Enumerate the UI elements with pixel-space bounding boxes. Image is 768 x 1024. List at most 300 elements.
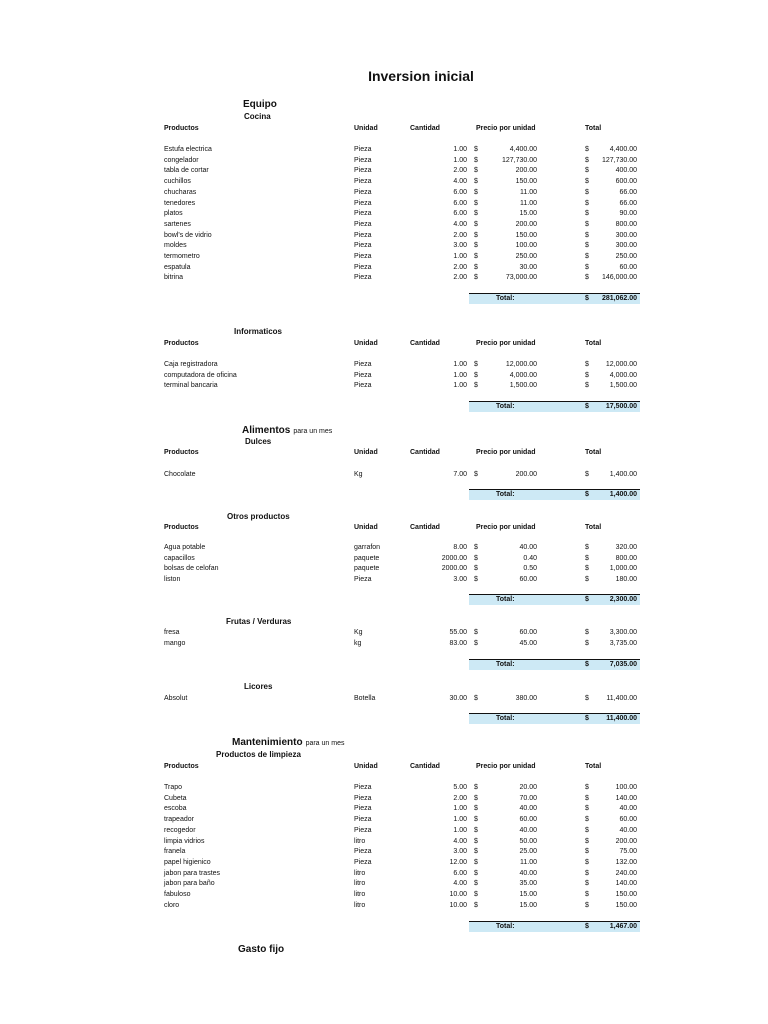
cell-product: jabon para trastes bbox=[164, 869, 221, 877]
column-header-precio: Precio por unidad bbox=[476, 763, 536, 770]
cell-product: Trapo bbox=[164, 784, 183, 791]
section-heading-text: Mantenimiento bbox=[232, 737, 303, 748]
cell-quantity: 1.00 bbox=[453, 371, 467, 379]
cell-quantity: 7.00 bbox=[453, 471, 467, 478]
total-currency: $ bbox=[585, 923, 589, 930]
cell-currency: $ bbox=[474, 639, 478, 647]
cell-currency: $ bbox=[474, 848, 478, 856]
cell-unit-price: 0.40 bbox=[523, 554, 537, 562]
cell-currency: $ bbox=[474, 371, 478, 379]
cell-total: 140.00 bbox=[615, 880, 637, 888]
cell-currency: $ bbox=[585, 199, 589, 207]
cell-currency: $ bbox=[474, 220, 478, 228]
cell-unit-price: 40.00 bbox=[519, 544, 537, 551]
cell-total: 66.00 bbox=[619, 188, 637, 196]
column-header-producto: Productos bbox=[164, 125, 199, 132]
cell-currency: $ bbox=[585, 188, 589, 196]
cell-unit-price: 20.00 bbox=[519, 784, 537, 791]
cell-quantity: 3.00 bbox=[453, 848, 467, 856]
cell-unit: Pieza bbox=[354, 231, 372, 239]
column-header-cantidad: Cantidad bbox=[410, 763, 440, 770]
cell-unit: litro bbox=[354, 901, 366, 909]
total-value: 17,500.00 bbox=[605, 403, 637, 410]
cell-unit-price: 35.00 bbox=[519, 880, 537, 888]
cell-currency: $ bbox=[474, 156, 478, 164]
total-bar bbox=[469, 401, 640, 412]
cell-currency: $ bbox=[474, 695, 478, 702]
cell-total: 60.00 bbox=[619, 263, 637, 271]
cell-product: terminal bancaria bbox=[164, 382, 218, 390]
cell-currency: $ bbox=[585, 837, 589, 845]
total-bar bbox=[469, 489, 640, 500]
cell-currency: $ bbox=[585, 848, 589, 856]
cell-product: escoba bbox=[164, 805, 187, 813]
cell-total: 11,400.00 bbox=[606, 695, 637, 702]
cell-unit-price: 11.00 bbox=[520, 188, 537, 196]
cell-quantity: 83.00 bbox=[449, 639, 467, 647]
cell-currency: $ bbox=[585, 178, 589, 186]
section-heading bbox=[232, 737, 344, 748]
cell-quantity: 10.00 bbox=[449, 891, 467, 898]
cell-unit: Pieza bbox=[354, 167, 372, 175]
cell-unit-price: 127,730.00 bbox=[501, 156, 537, 164]
cell-currency: $ bbox=[474, 880, 478, 888]
total-bar bbox=[469, 921, 640, 932]
cell-unit: paquete bbox=[354, 554, 380, 562]
cell-quantity: 55.00 bbox=[449, 629, 467, 636]
column-header-precio: Precio por unidad bbox=[476, 449, 536, 456]
cell-total: 12,000.00 bbox=[605, 361, 637, 368]
cell-quantity: 2.00 bbox=[453, 794, 467, 802]
table-row bbox=[0, 240, 768, 251]
cell-unit-price: 40.00 bbox=[519, 805, 537, 813]
table-header-row bbox=[0, 338, 768, 349]
cell-quantity: 3.00 bbox=[453, 576, 467, 584]
cell-unit-price: 11.00 bbox=[520, 858, 537, 866]
table-row bbox=[0, 563, 768, 574]
cell-total: 200.00 bbox=[615, 837, 637, 845]
cell-product: capacillos bbox=[164, 554, 195, 562]
cell-currency: $ bbox=[474, 816, 478, 824]
cell-unit-price: 73,000.00 bbox=[505, 274, 537, 282]
section-heading-text: Alimentos bbox=[242, 425, 291, 436]
cell-product: recogedor bbox=[164, 826, 196, 834]
cell-total: 132.00 bbox=[615, 858, 637, 866]
cell-currency: $ bbox=[474, 794, 478, 802]
cell-unit: Pieza bbox=[354, 794, 372, 802]
cell-currency: $ bbox=[474, 826, 478, 834]
cell-currency: $ bbox=[585, 858, 589, 866]
cell-currency: $ bbox=[585, 231, 589, 239]
column-header-cantidad: Cantidad bbox=[410, 125, 440, 132]
column-header-unidad: Unidad bbox=[354, 340, 378, 347]
table-row bbox=[0, 208, 768, 219]
cell-quantity: 1.00 bbox=[453, 361, 467, 368]
cell-currency: $ bbox=[585, 891, 589, 898]
cell-unit: Pieza bbox=[354, 848, 372, 856]
cell-total: 4,000.00 bbox=[609, 371, 637, 379]
cell-quantity: 30.00 bbox=[449, 695, 467, 702]
table-header-row bbox=[0, 447, 768, 458]
cell-unit-price: 40.00 bbox=[519, 826, 537, 834]
section-heading-sub: para un mes bbox=[293, 428, 333, 435]
cell-currency: $ bbox=[474, 253, 478, 260]
cell-product: espatula bbox=[164, 263, 191, 271]
cell-unit: Pieza bbox=[354, 178, 372, 186]
cell-currency: $ bbox=[474, 858, 478, 866]
table-title: Cocina bbox=[244, 112, 271, 121]
cell-total: 1,000.00 bbox=[609, 565, 637, 573]
cell-quantity: 4.00 bbox=[453, 178, 467, 186]
cell-currency: $ bbox=[585, 901, 589, 909]
table-row bbox=[0, 155, 768, 166]
cell-unit-price: 50.00 bbox=[519, 837, 537, 845]
cell-product: franela bbox=[164, 848, 186, 856]
cell-total: 150.00 bbox=[615, 891, 637, 898]
cell-quantity: 2.00 bbox=[453, 167, 467, 175]
cell-product: fresa bbox=[164, 629, 180, 636]
cell-currency: $ bbox=[474, 210, 478, 218]
cell-unit: Pieza bbox=[354, 156, 372, 164]
cell-unit: Pieza bbox=[354, 146, 372, 153]
page-title: Inversion inicial bbox=[368, 68, 474, 84]
table-row bbox=[0, 553, 768, 564]
column-header-precio: Precio por unidad bbox=[476, 125, 536, 132]
cell-currency: $ bbox=[474, 382, 478, 390]
total-value: 11,400.00 bbox=[606, 715, 637, 722]
table-row bbox=[0, 165, 768, 176]
cell-total: 800.00 bbox=[615, 554, 637, 562]
total-bar bbox=[469, 659, 640, 670]
table-row bbox=[0, 693, 768, 704]
cell-product: Cubeta bbox=[164, 794, 187, 802]
cell-unit-price: 1,500.00 bbox=[509, 382, 537, 390]
cell-currency: $ bbox=[474, 188, 478, 196]
cell-product: cuchillos bbox=[164, 178, 191, 186]
cell-unit: Kg bbox=[354, 471, 363, 478]
cell-unit: Pieza bbox=[354, 199, 372, 207]
cell-unit-price: 4,400.00 bbox=[509, 146, 537, 153]
total-bar bbox=[469, 713, 640, 724]
total-label: Total: bbox=[496, 491, 515, 498]
cell-unit-price: 45.00 bbox=[519, 639, 537, 647]
column-header-cantidad: Cantidad bbox=[410, 340, 440, 347]
total-bar bbox=[469, 293, 640, 304]
cell-unit: Pieza bbox=[354, 242, 372, 250]
cell-product: chucharas bbox=[164, 188, 197, 196]
column-header-precio: Precio por unidad bbox=[476, 340, 536, 347]
table-row bbox=[0, 370, 768, 381]
cell-currency: $ bbox=[585, 544, 589, 551]
column-header-producto: Productos bbox=[164, 524, 199, 531]
cell-quantity: 1.00 bbox=[453, 146, 467, 153]
cell-currency: $ bbox=[585, 565, 589, 573]
cell-unit: Pieza bbox=[354, 858, 372, 866]
cell-unit: kg bbox=[354, 639, 362, 647]
cell-unit: Pieza bbox=[354, 382, 372, 390]
cell-total: 1,500.00 bbox=[609, 382, 637, 390]
cell-currency: $ bbox=[585, 576, 589, 584]
cell-quantity: 5.00 bbox=[453, 784, 467, 791]
cell-quantity: 2.00 bbox=[453, 274, 467, 282]
cell-total: 300.00 bbox=[615, 242, 637, 250]
cell-unit-price: 4,000.00 bbox=[509, 371, 537, 379]
cell-unit-price: 25.00 bbox=[519, 848, 537, 856]
table-row bbox=[0, 144, 768, 155]
cell-product: moldes bbox=[164, 242, 187, 250]
table-row bbox=[0, 262, 768, 273]
cell-quantity: 3.00 bbox=[453, 242, 467, 250]
table-title: Otros productos bbox=[227, 512, 290, 521]
cell-unit-price: 11.00 bbox=[520, 199, 537, 207]
cell-unit-price: 150.00 bbox=[515, 231, 537, 239]
total-bar bbox=[469, 594, 640, 605]
table-row bbox=[0, 627, 768, 638]
cell-product: computadora de oficina bbox=[164, 371, 237, 379]
cell-unit-price: 40.00 bbox=[519, 869, 537, 877]
table-header-row bbox=[0, 123, 768, 134]
cell-currency: $ bbox=[474, 805, 478, 813]
column-header-total: Total bbox=[585, 524, 602, 531]
cell-currency: $ bbox=[474, 178, 478, 186]
table-row bbox=[0, 836, 768, 847]
cell-currency: $ bbox=[474, 146, 478, 153]
table-row bbox=[0, 230, 768, 241]
cell-total: 40.00 bbox=[619, 805, 637, 813]
cell-total: 180.00 bbox=[615, 576, 637, 584]
cell-total: 66.00 bbox=[619, 199, 637, 207]
cell-currency: $ bbox=[585, 382, 589, 390]
table-row bbox=[0, 542, 768, 553]
column-header-unidad: Unidad bbox=[354, 125, 378, 132]
cell-unit: Botella bbox=[354, 695, 376, 702]
cell-currency: $ bbox=[474, 891, 478, 898]
table-row bbox=[0, 825, 768, 836]
cell-total: 400.00 bbox=[615, 167, 637, 175]
cell-currency: $ bbox=[585, 361, 589, 368]
cell-quantity: 1.00 bbox=[453, 382, 467, 390]
cell-currency: $ bbox=[585, 880, 589, 888]
cell-unit-price: 200.00 bbox=[515, 167, 537, 175]
total-value: 1,467.00 bbox=[609, 923, 637, 930]
cell-unit-price: 60.00 bbox=[519, 816, 537, 824]
cell-total: 320.00 bbox=[615, 544, 637, 551]
cell-currency: $ bbox=[474, 231, 478, 239]
column-header-total: Total bbox=[585, 125, 602, 132]
table-row bbox=[0, 380, 768, 391]
cell-unit-price: 380.00 bbox=[515, 695, 537, 702]
cell-currency: $ bbox=[474, 869, 478, 877]
cell-currency: $ bbox=[585, 253, 589, 260]
total-currency: $ bbox=[585, 661, 589, 668]
column-header-cantidad: Cantidad bbox=[410, 449, 440, 456]
table-row bbox=[0, 638, 768, 649]
cell-quantity: 1.00 bbox=[453, 156, 467, 164]
cell-total: 150.00 bbox=[615, 901, 637, 909]
cell-product: termometro bbox=[164, 253, 200, 260]
cell-unit: Pieza bbox=[354, 274, 372, 282]
total-value: 2,300.00 bbox=[609, 596, 637, 603]
table-row bbox=[0, 198, 768, 209]
cell-total: 127,730.00 bbox=[601, 156, 637, 164]
cell-unit: Pieza bbox=[354, 826, 372, 834]
cell-total: 800.00 bbox=[615, 220, 637, 228]
total-value: 1,400.00 bbox=[609, 491, 637, 498]
cell-product: Agua potable bbox=[164, 544, 206, 551]
cell-total: 40.00 bbox=[619, 826, 637, 834]
cell-currency: $ bbox=[585, 805, 589, 813]
total-value: 7,035.00 bbox=[609, 661, 637, 668]
table-title: Informaticos bbox=[234, 327, 283, 336]
cell-total: 240.00 bbox=[615, 869, 637, 877]
cell-unit: Pieza bbox=[354, 253, 372, 260]
cell-unit: Pieza bbox=[354, 220, 372, 228]
cell-quantity: 6.00 bbox=[453, 199, 467, 207]
section-heading bbox=[238, 944, 284, 955]
cell-currency: $ bbox=[585, 242, 589, 250]
cell-unit-price: 60.00 bbox=[519, 576, 537, 584]
cell-unit: garrafon bbox=[354, 544, 381, 551]
cell-product: platos bbox=[164, 210, 183, 218]
table-row bbox=[0, 900, 768, 911]
cell-product: sartenes bbox=[164, 220, 191, 228]
cell-unit-price: 60.00 bbox=[519, 629, 537, 636]
cell-currency: $ bbox=[585, 220, 589, 228]
column-header-producto: Productos bbox=[164, 449, 199, 456]
table-header-row bbox=[0, 761, 768, 772]
cell-unit-price: 250.00 bbox=[515, 253, 537, 260]
cell-unit: litro bbox=[354, 869, 366, 877]
cell-total: 90.00 bbox=[619, 210, 637, 218]
cell-quantity: 12.00 bbox=[449, 858, 467, 866]
cell-unit: Pieza bbox=[354, 188, 372, 196]
cell-unit-price: 15.00 bbox=[519, 891, 537, 898]
section-heading-text: Gasto fijo bbox=[238, 944, 285, 955]
column-header-producto: Productos bbox=[164, 340, 199, 347]
cell-product: tenedores bbox=[164, 199, 196, 207]
cell-unit-price: 100.00 bbox=[515, 242, 537, 250]
table-title: Productos de limpieza bbox=[216, 750, 301, 759]
cell-total: 3,300.00 bbox=[609, 629, 637, 636]
cell-product: Caja registradora bbox=[164, 361, 218, 368]
cell-quantity: 1.00 bbox=[453, 826, 467, 834]
cell-currency: $ bbox=[585, 816, 589, 824]
cell-total: 300.00 bbox=[615, 231, 637, 239]
cell-unit: litro bbox=[354, 891, 366, 898]
cell-product: Chocolate bbox=[164, 471, 196, 478]
total-currency: $ bbox=[585, 491, 589, 498]
table-header-row bbox=[0, 522, 768, 533]
cell-unit: Pieza bbox=[354, 784, 372, 791]
cell-quantity: 10.00 bbox=[449, 901, 467, 909]
cell-unit: Pieza bbox=[354, 263, 372, 271]
cell-currency: $ bbox=[474, 576, 478, 584]
cell-currency: $ bbox=[474, 199, 478, 207]
total-currency: $ bbox=[585, 715, 589, 722]
cell-product: cloro bbox=[164, 901, 180, 909]
column-header-total: Total bbox=[585, 340, 602, 347]
cell-quantity: 2.00 bbox=[453, 263, 467, 271]
total-currency: $ bbox=[585, 596, 589, 603]
section-heading-text: Equipo bbox=[243, 99, 277, 110]
cell-quantity: 2000.00 bbox=[441, 554, 467, 562]
cell-total: 1,400.00 bbox=[609, 471, 637, 478]
cell-currency: $ bbox=[585, 371, 589, 379]
section-heading bbox=[242, 425, 332, 436]
total-label: Total: bbox=[496, 596, 515, 603]
table-row bbox=[0, 176, 768, 187]
table-title: Licores bbox=[244, 682, 273, 691]
cell-unit-price: 70.00 bbox=[519, 794, 537, 802]
table-row bbox=[0, 574, 768, 585]
cell-product: Absolut bbox=[164, 695, 188, 702]
cell-product: trapeador bbox=[164, 816, 194, 824]
table-title: Frutas / Verduras bbox=[226, 617, 292, 626]
table-row bbox=[0, 251, 768, 262]
cell-currency: $ bbox=[585, 274, 589, 282]
cell-product: tabla de cortar bbox=[164, 167, 209, 175]
section-heading-sub: para un mes bbox=[305, 740, 345, 747]
cell-product: bowl's de vidrio bbox=[164, 231, 212, 239]
total-label: Total: bbox=[496, 661, 515, 668]
cell-currency: $ bbox=[585, 167, 589, 175]
cell-quantity: 6.00 bbox=[453, 869, 467, 877]
cell-product: papel higienico bbox=[164, 858, 211, 866]
cell-quantity: 4.00 bbox=[453, 880, 467, 888]
cell-unit-price: 15.00 bbox=[519, 901, 537, 909]
cell-quantity: 8.00 bbox=[453, 544, 467, 551]
total-label: Total: bbox=[496, 295, 515, 302]
cell-unit: Pieza bbox=[354, 576, 372, 584]
cell-currency: $ bbox=[585, 826, 589, 834]
table-row bbox=[0, 878, 768, 889]
cell-total: 146,000.00 bbox=[601, 274, 637, 282]
cell-unit-price: 200.00 bbox=[515, 471, 537, 478]
cell-currency: $ bbox=[585, 629, 589, 636]
cell-currency: $ bbox=[474, 167, 478, 175]
table-row bbox=[0, 814, 768, 825]
cell-product: congelador bbox=[164, 156, 199, 164]
cell-currency: $ bbox=[474, 263, 478, 271]
cell-quantity: 4.00 bbox=[453, 837, 467, 845]
cell-unit-price: 30.00 bbox=[519, 263, 537, 271]
cell-currency: $ bbox=[474, 242, 478, 250]
cell-currency: $ bbox=[474, 554, 478, 562]
table-row bbox=[0, 803, 768, 814]
table-row bbox=[0, 187, 768, 198]
cell-currency: $ bbox=[585, 869, 589, 877]
cell-currency: $ bbox=[585, 639, 589, 647]
cell-total: 600.00 bbox=[615, 178, 637, 186]
cell-total: 60.00 bbox=[619, 816, 637, 824]
table-row bbox=[0, 469, 768, 480]
cell-currency: $ bbox=[474, 901, 478, 909]
cell-unit: litro bbox=[354, 880, 366, 888]
column-header-unidad: Unidad bbox=[354, 763, 378, 770]
cell-product: liston bbox=[164, 576, 181, 584]
table-row bbox=[0, 272, 768, 283]
table-row bbox=[0, 219, 768, 230]
cell-unit-price: 200.00 bbox=[515, 220, 537, 228]
cell-product: bolsas de celofan bbox=[164, 565, 219, 573]
cell-total: 4,400.00 bbox=[609, 146, 637, 153]
total-label: Total: bbox=[496, 923, 515, 930]
cell-quantity: 1.00 bbox=[453, 816, 467, 824]
cell-currency: $ bbox=[474, 837, 478, 845]
cell-currency: $ bbox=[474, 544, 478, 551]
cell-product: jabon para baño bbox=[164, 880, 215, 888]
cell-unit: Pieza bbox=[354, 361, 372, 368]
